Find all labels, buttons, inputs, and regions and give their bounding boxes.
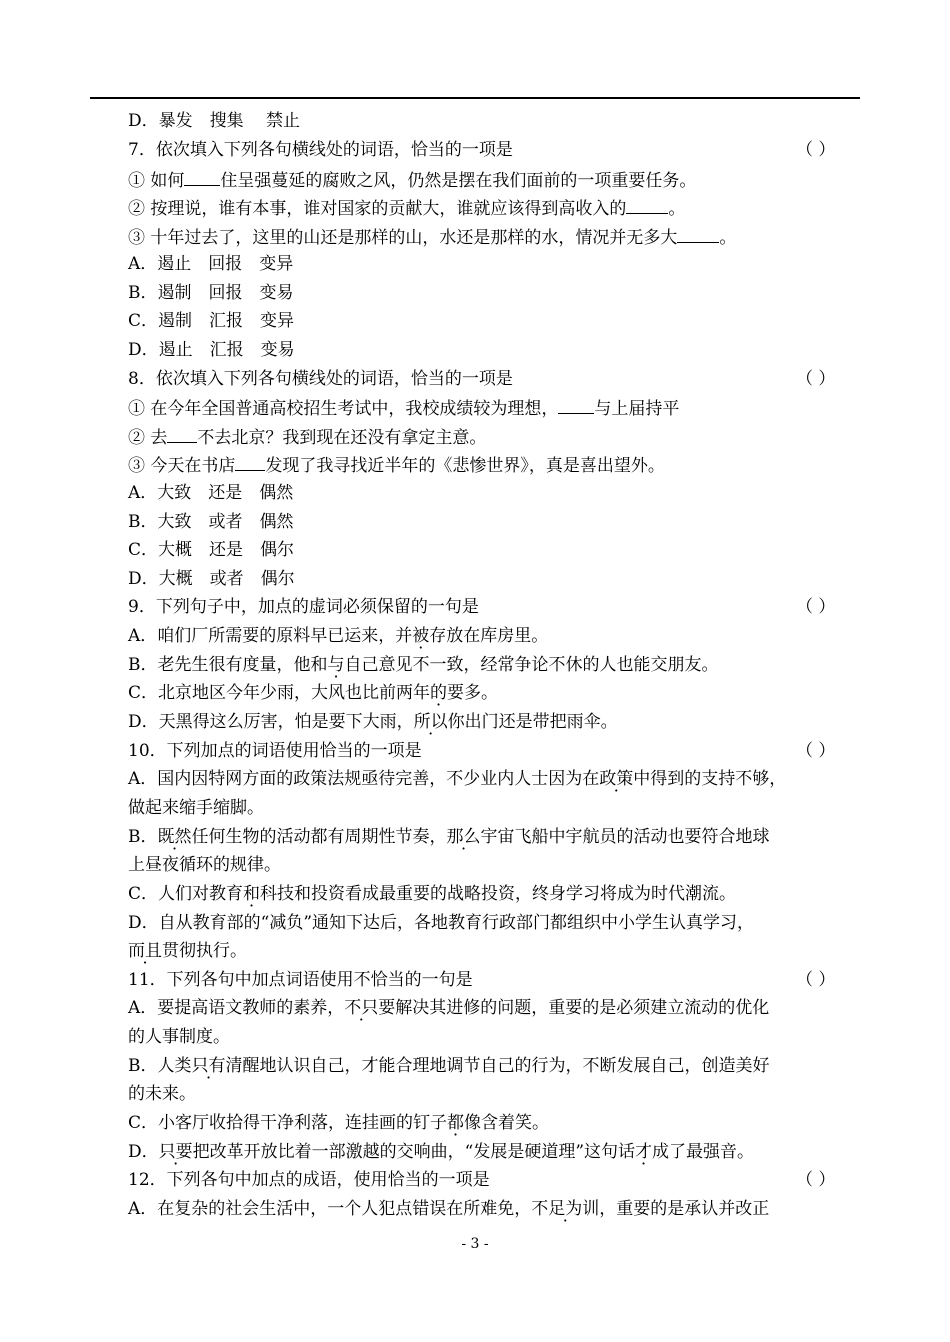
- text-line: ③ 十年过去了，这里的山还是那样的山，水还是那样的水，情况并无多大 。: [128, 228, 737, 248]
- option-c: C．人们对教育和科技和投资看成最重要的战略投资，终身学习将成为时代潮流。: [128, 884, 737, 904]
- option-c: C．遏制 汇报 变异: [128, 311, 295, 331]
- text-line: 的人事制度。: [128, 1027, 230, 1047]
- option-c: C．大概 还是 偶尔: [128, 540, 295, 560]
- dotted-word: 不足为训: [531, 1199, 600, 1219]
- dotted-word: 既然: [157, 827, 192, 847]
- question-12: 12．下列各句中加点的成语，使用恰当的一项是: [128, 1170, 490, 1190]
- option-a: A．要提高语文教师的素养，不只要解决其进修的问题，重要的是必须建立流动的优化: [128, 998, 770, 1018]
- text-line: 而且贯彻执行。: [128, 941, 247, 961]
- text-line: ① 如何 住呈强蔓延的腐败之风，仍然是摆在我们面前的一项重要任务。: [128, 171, 697, 191]
- dotted-word: 那么: [446, 827, 481, 847]
- dotted-word: 才: [635, 1142, 653, 1162]
- question-9: 9．下列句子中，加点的虚词必须保留的一句是: [128, 597, 479, 617]
- option-a: A．大致 还是 偶然: [128, 483, 294, 503]
- fill-blank: [167, 426, 197, 443]
- fill-blank: [677, 226, 719, 243]
- dotted-word: 在政策中: [582, 769, 651, 789]
- dotted-word: 被: [412, 626, 430, 646]
- fill-blank: [184, 169, 220, 186]
- fill-blank: [626, 197, 668, 214]
- question-11: 11．下列各句中加点词语使用不恰当的一句是: [128, 970, 473, 990]
- option-b: B．既然任何生物的活动都有周期性节奏，那么宇宙飞船中宇航员的活动也要符合地球: [128, 827, 770, 847]
- option-b: B．人类只有清醒地认识自己，才能合理地调节自己的行为，不断发展自己，创造美好: [128, 1056, 770, 1076]
- question-10: 10．下列加点的词语使用恰当的一项是: [128, 741, 422, 761]
- fill-blank: [235, 454, 265, 471]
- text-line: D．暴发 搜集 禁止: [128, 111, 301, 131]
- answer-paren: （ ）: [796, 369, 836, 389]
- text-line: ① 在今年全国普通高校招生考试中，我校成绩较为理想， 与上届持平: [128, 399, 680, 419]
- option-d: D．只要把改革开放比着一部激越的交响曲，“发展是硬道理”这句话才成了最强音。: [128, 1142, 755, 1162]
- option-b: B．老先生很有度量，他和与自己意见不一致，经常争论不休的人也能交朋友。: [128, 655, 719, 675]
- dotted-word: 只有: [191, 1056, 226, 1076]
- answer-paren: （ ）: [796, 1170, 836, 1190]
- dotted-word: 而且: [128, 941, 162, 961]
- dotted-word: 与: [327, 655, 345, 675]
- answer-paren: （ ）: [796, 970, 836, 990]
- option-d: D．大概 或者 偶尔: [128, 569, 295, 589]
- question-8: 8．依次填入下列各句横线处的词语，恰当的一项是: [128, 369, 513, 389]
- page-number: - 3 -: [461, 1236, 489, 1252]
- answer-paren: （ ）: [796, 741, 836, 761]
- fill-blank: [558, 397, 594, 414]
- dotted-word: 都: [447, 1113, 465, 1133]
- text-line: ② 按理说，谁有本事，谁对国家的贡献大，谁就应该得到高收入的 。: [128, 199, 686, 219]
- text-line: 的未来。: [128, 1084, 196, 1104]
- option-d: D．天黑得这么厉害，怕是要下大雨，所以你出门还是带把雨伞。: [128, 712, 618, 732]
- option-d: D．自从教育部的“减负”通知下达后，各地教育行政部门都组织中小学生认真学习，: [128, 913, 755, 933]
- dotted-word: 所以: [413, 712, 448, 732]
- option-b: B．大致 或者 偶然: [128, 512, 294, 532]
- answer-paren: （ ）: [796, 140, 836, 160]
- header-rule: [90, 97, 860, 99]
- answer-paren: （ ）: [796, 597, 836, 617]
- option-c: C．北京地区今年少雨，大风也比前两年的要多。: [128, 683, 499, 703]
- option-a: A．在复杂的社会生活中，一个人犯点错误在所难免，不足为训，重要的是承认并改正: [128, 1199, 770, 1219]
- dotted-word: 不只: [344, 998, 379, 1018]
- option-a: A．遏止 回报 变异: [128, 254, 294, 274]
- question-7: 7．依次填入下列各句横线处的词语，恰当的一项是: [128, 140, 513, 160]
- option-a: A．国内因特网方面的政策法规亟待完善，不少业内人士因为在政策中得到的支持不够，: [128, 769, 787, 789]
- option-a: A．咱们厂所需要的原料早已运来，并被存放在库房里。: [128, 626, 549, 646]
- option-c: C．小客厅收拾得干净利落，连挂画的钉子都像含着笑。: [128, 1113, 550, 1133]
- option-b: B．遏制 回报 变易: [128, 283, 294, 303]
- dotted-word: 和: [243, 884, 261, 904]
- text-line: ③ 今天在书店 发现了我寻找近半年的《悲惨世界》，真是喜出望外。: [128, 456, 665, 476]
- text-line: ② 去 不去北京？我到现在还没有拿定主意。: [128, 428, 487, 448]
- text-line: 上昼夜循环的规律。: [128, 855, 281, 875]
- option-d: D．遏止 汇报 变易: [128, 340, 295, 360]
- text-line: 做起来缩手缩脚。: [128, 798, 264, 818]
- dotted-word: 的: [430, 683, 448, 703]
- dotted-word: 只要: [158, 1142, 193, 1162]
